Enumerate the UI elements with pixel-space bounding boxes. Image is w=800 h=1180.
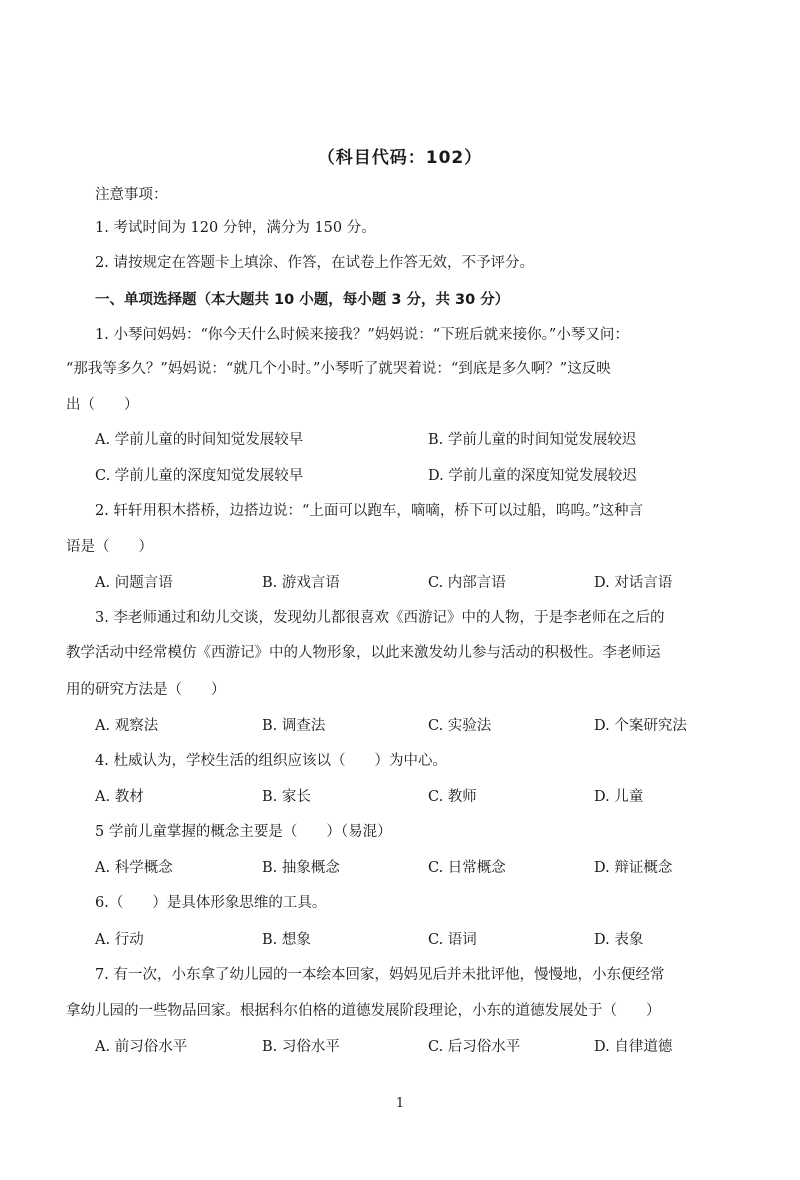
question-3-option-b: B. 调查法: [262, 718, 326, 734]
question-1-option-a: A. 学前儿童的时间知觉发展较早: [95, 432, 304, 448]
question-1-option-b: B. 学前儿童的时间知觉发展较迟: [428, 432, 637, 448]
question-3-line: 3. 李老师通过和幼儿交谈，发现幼儿都很喜欢《西游记》中的人物，于是李老师在之后的: [95, 610, 665, 626]
question-1-option-c: C. 学前儿童的深度知觉发展较早: [95, 468, 304, 484]
question-6-line: 6.（ ）是具体形象思维的工具。: [95, 895, 327, 911]
question-2-option-d: D. 对话言语: [594, 575, 673, 591]
question-7-line: 拿幼儿园的一些物品回家。根据科尔伯格的道德发展阶段理论，小东的道德发展处于（ ）: [66, 1003, 661, 1019]
notice-title: 注意事项：: [95, 187, 168, 203]
question-6-option-b: B. 想象: [262, 932, 311, 948]
question-3-option-d: D. 个案研究法: [594, 718, 687, 734]
notice-item: 1. 考试时间为 120 分钟，满分为 150 分。: [95, 220, 376, 236]
notice-item: 2. 请按规定在答题卡上填涂、作答，在试卷上作答无效，不予评分。: [95, 255, 534, 271]
question-1-option-d: D. 学前儿童的深度知觉发展较迟: [428, 468, 637, 484]
question-5-line: 5 学前儿童掌握的概念主要是（ ）（易混）: [95, 824, 392, 840]
question-3-option-a: A. 观察法: [95, 718, 159, 734]
question-5-option-b: B. 抽象概念: [262, 860, 340, 876]
page-number: 1: [395, 1096, 405, 1111]
question-3-line: 教学活动中经常模仿《西游记》中的人物形象，以此来激发幼儿参与活动的积极性。李老师运: [66, 645, 661, 661]
question-3-option-c: C. 实验法: [428, 718, 492, 734]
question-2-option-b: B. 游戏言语: [262, 575, 340, 591]
question-1-line: 出（ ）: [66, 397, 139, 413]
question-3-line: 用的研究方法是（ ）: [66, 682, 226, 698]
question-1-line: 1. 小琴问妈妈：“你今天什么时候来接我？”妈妈说：“下班后就来接你。”小琴又问：: [95, 327, 629, 343]
question-6-option-a: A. 行动: [95, 932, 144, 948]
question-5-option-c: C. 日常概念: [428, 860, 506, 876]
question-2-line: 语是（ ）: [66, 539, 153, 555]
question-4-line: 4. 杜威认为，学校生活的组织应该以（ ）为中心。: [95, 753, 447, 769]
question-4-option-a: A. 教材: [95, 789, 144, 805]
question-4-option-b: B. 家长: [262, 789, 311, 805]
question-5-option-d: D. 辩证概念: [594, 860, 673, 876]
question-7-option-d: D. 自律道德: [594, 1039, 673, 1055]
question-7-line: 7. 有一次，小东拿了幼儿园的一本绘本回家，妈妈见后并未批评他，慢慢地，小东便经常: [95, 967, 665, 983]
question-2-option-a: A. 问题言语: [95, 575, 173, 591]
question-6-option-d: D. 表象: [594, 932, 644, 948]
question-1-line: “那我等多久？”妈妈说：“就几个小时。”小琴听了就哭着说：“到底是多久啊？”这反映: [66, 361, 611, 377]
question-6-option-c: C. 语词: [428, 932, 477, 948]
question-7-option-c: C. 后习俗水平: [428, 1039, 521, 1055]
question-2-line: 2. 轩轩用积木搭桥，边搭边说：“上面可以跑车，嘀嘀，桥下可以过船，呜呜。”这种言: [95, 503, 644, 519]
question-2-option-c: C. 内部言语: [428, 575, 506, 591]
question-7-option-b: B. 习俗水平: [262, 1039, 340, 1055]
question-5-option-a: A. 科学概念: [95, 860, 173, 876]
question-4-option-c: C. 教师: [428, 789, 477, 805]
section-heading: 一、单项选择题（本大题共 10 小题，每小题 3 分，共 30 分）: [95, 292, 510, 308]
subject-code-title: （科目代码：102）: [317, 148, 483, 168]
question-7-option-a: A. 前习俗水平: [95, 1039, 188, 1055]
question-4-option-d: D. 儿童: [594, 789, 644, 805]
